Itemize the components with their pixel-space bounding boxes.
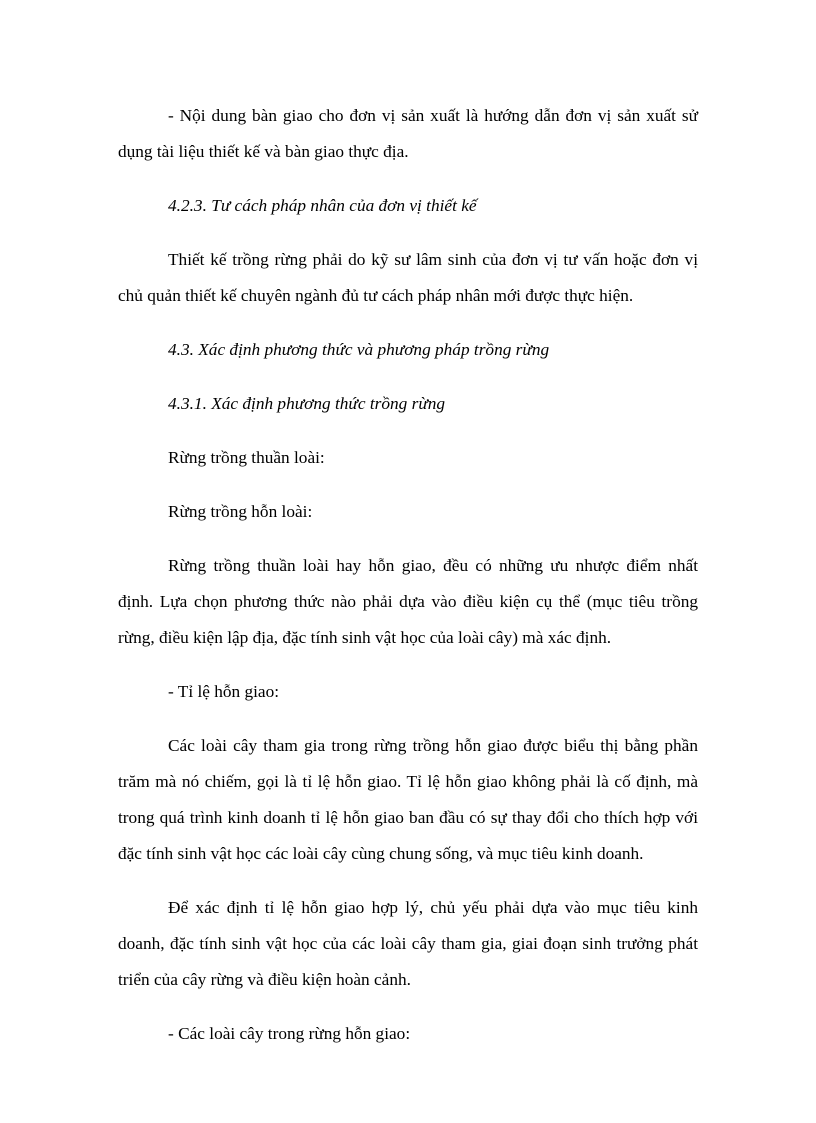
paragraph-mixed-forest: Rừng trồng hỗn loài:	[168, 502, 313, 521]
paragraph-legal-status: Thiết kế trồng rừng phải do kỹ sư lâm sinh của đơn vị tư vấn hoặc đơn vị chủ quản thiết kế chuyên ngành đủ tư cách pháp nhân mới được thực hiện.	[118, 250, 698, 305]
paragraph-pure-forest: Rừng trồng thuần loài:	[168, 448, 325, 467]
paragraph-mix-ratio-label: - Tỉ lệ hỗn giao:	[168, 682, 280, 701]
paragraph-handover-content: - Nội dung bàn giao cho đơn vị sản xuất là hướng dẫn đơn vị sản xuất sử dụng tài liệu thiết kế và bàn giao thực địa.	[118, 106, 698, 161]
heading-4-3: 4.3. Xác định phương thức và phương pháp trồng rừng	[168, 340, 550, 359]
paragraph-mix-ratio-definition: Các loài cây tham gia trong rừng trồng hỗn giao được biểu thị bằng phần trăm mà nó chiếm, gọi là tỉ lệ hỗn giao. Tỉ lệ hỗn giao không phải là cố định, mà trong quá trình kinh doanh tỉ lệ hỗn giao ban đầu có sự thay đổi cho thích hợp với đặc tính sinh vật học các loài cây cùng chung sống, và mục tiêu kinh doanh.	[118, 736, 698, 863]
paragraph-species-label: - Các loài cây trong rừng hỗn giao:	[168, 1024, 411, 1043]
paragraph-mix-ratio-determination: Để xác định tỉ lệ hỗn giao hợp lý, chủ yếu phải dựa vào mục tiêu kinh doanh, đặc tính sinh vật học của các loài cây tham gia, giai đoạn sinh trưởng phát triển của cây rừng và điều kiện hoàn cảnh.	[118, 898, 698, 989]
heading-4-3-1: 4.3.1. Xác định phương thức trồng rừng	[168, 394, 446, 413]
heading-4-2-3: 4.2.3. Tư cách pháp nhân của đơn vị thiết kế	[168, 196, 477, 215]
document-page	[118, 98, 698, 1052]
paragraph-pros-cons: Rừng trồng thuần loài hay hỗn giao, đều có những ưu nhược điểm nhất định. Lựa chọn phương thức nào phải dựa vào điều kiện cụ thể (mục tiêu trồng rừng, điều kiện lập địa, đặc tính sinh vật học của loài cây) mà xác định.	[118, 556, 698, 647]
